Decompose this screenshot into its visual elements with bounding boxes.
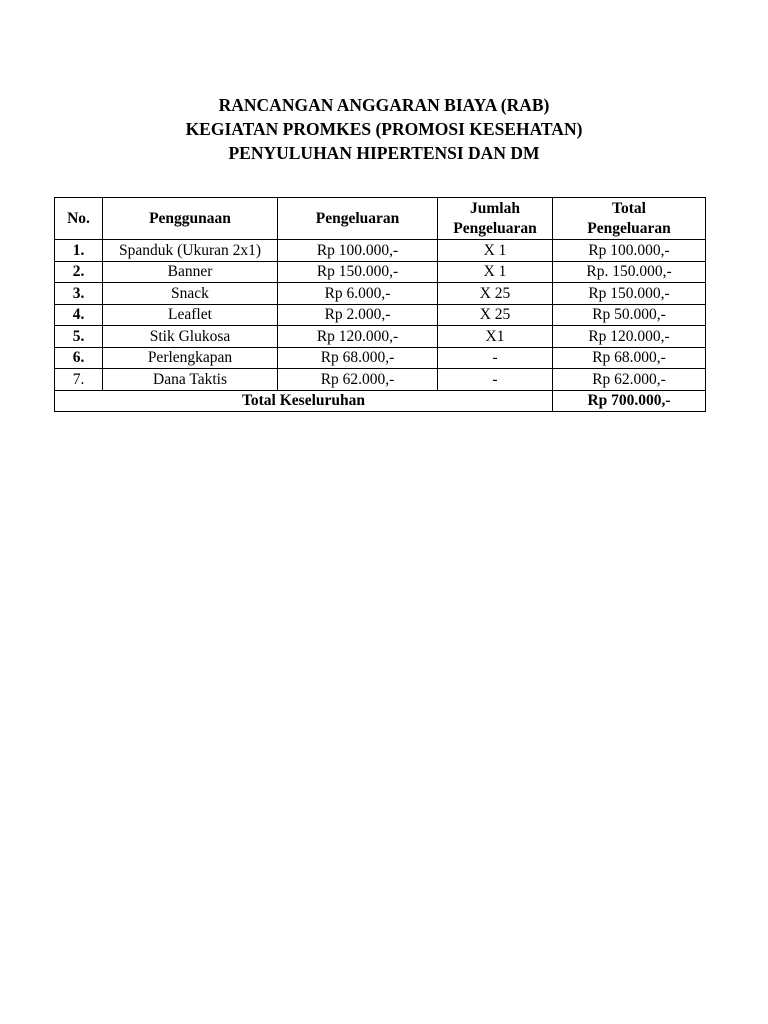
cell-jumlah: X 25 (438, 304, 553, 326)
cell-total: Rp 68.000,- (553, 347, 706, 369)
cell-pengeluaran: Rp 120.000,- (278, 326, 438, 348)
cell-total: Rp 120.000,- (553, 326, 706, 348)
header-jumlah-pengeluaran (438, 198, 553, 240)
budget-table (54, 197, 706, 412)
cell-jumlah: - (438, 347, 553, 369)
cell-pengeluaran: Rp 6.000,- (278, 283, 438, 305)
table-row (55, 326, 706, 348)
cell-no: 2. (55, 261, 103, 283)
document-title (0, 93, 768, 165)
cell-no: 5. (55, 326, 103, 348)
cell-pengeluaran: Rp 68.000,- (278, 347, 438, 369)
header-pengeluaran: Pengeluaran (278, 198, 438, 240)
header-total-pengeluaran (553, 198, 706, 240)
cell-pengeluaran: Rp 2.000,- (278, 304, 438, 326)
cell-total: Rp. 150.000,- (553, 261, 706, 283)
cell-pengeluaran: Rp 100.000,- (278, 240, 438, 262)
title-line-2: KEGIATAN PROMKES (PROMOSI KESEHATAN) (185, 119, 583, 139)
cell-no: 1. (55, 240, 103, 262)
table-header-row (55, 198, 706, 240)
cell-jumlah: X 1 (438, 240, 553, 262)
header-penggunaan: Penggunaan (103, 198, 278, 240)
table-row (55, 240, 706, 262)
cell-no: 6. (55, 347, 103, 369)
cell-penggunaan: Stik Glukosa (103, 326, 278, 348)
cell-penggunaan: Dana Taktis (103, 369, 278, 391)
cell-pengeluaran: Rp 150.000,- (278, 261, 438, 283)
cell-jumlah: X1 (438, 326, 553, 348)
table-row (55, 304, 706, 326)
header-jumlah-line2: Pengeluaran (453, 219, 537, 237)
cell-no: 4. (55, 304, 103, 326)
title-line-3: PENYULUHAN HIPERTENSI DAN DM (228, 143, 540, 163)
cell-jumlah: X 1 (438, 261, 553, 283)
table-total-row (55, 390, 706, 412)
cell-penggunaan: Spanduk (Ukuran 2x1) (103, 240, 278, 262)
cell-jumlah: - (438, 369, 553, 391)
cell-total: Rp 62.000,- (553, 369, 706, 391)
total-value: Rp 700.000,- (553, 390, 706, 412)
header-total-line2: Pengeluaran (587, 219, 671, 237)
table-row (55, 283, 706, 305)
table-row (55, 261, 706, 283)
cell-no: 7. (55, 369, 103, 391)
table-row (55, 347, 706, 369)
title-line-1: RANCANGAN ANGGARAN BIAYA (RAB) (218, 95, 550, 115)
header-total-line1: Total (612, 199, 646, 217)
cell-penggunaan: Perlengkapan (103, 347, 278, 369)
cell-total: Rp 50.000,- (553, 304, 706, 326)
cell-total: Rp 100.000,- (553, 240, 706, 262)
cell-penggunaan: Snack (103, 283, 278, 305)
cell-no: 3. (55, 283, 103, 305)
cell-penggunaan: Banner (103, 261, 278, 283)
cell-pengeluaran: Rp 62.000,- (278, 369, 438, 391)
cell-jumlah: X 25 (438, 283, 553, 305)
table-row (55, 369, 706, 391)
header-no: No. (55, 198, 103, 240)
cell-penggunaan: Leaflet (103, 304, 278, 326)
cell-total: Rp 150.000,- (553, 283, 706, 305)
header-jumlah-line1: Jumlah (470, 199, 520, 217)
total-label: Total Keseluruhan (55, 390, 553, 412)
